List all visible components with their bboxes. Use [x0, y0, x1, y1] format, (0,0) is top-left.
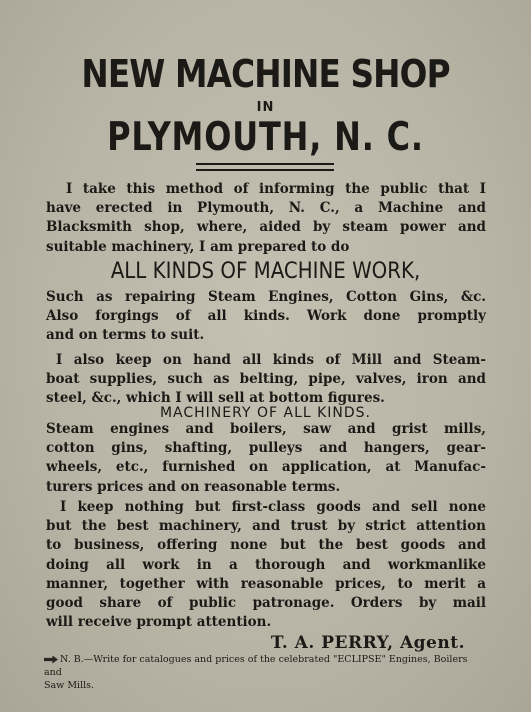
text-line: but the best machinery, and trust by strict attention — [46, 518, 486, 535]
pointing-hand-icon — [44, 656, 58, 664]
intro-paragraph — [46, 180, 486, 257]
page-title: NEW MACHINE SHOP — [81, 52, 450, 96]
supplies-paragraph — [46, 351, 486, 409]
footnote-line: Saw Mills. — [44, 680, 95, 691]
place-heading: PLYMOUTH, N. C. — [107, 115, 424, 160]
signature: T. A. PERRY, Agent. — [270, 633, 465, 653]
text-line: turers prices and on reasonable terms. — [46, 478, 341, 495]
text-line: good share of public patronage. Orders by mail — [46, 595, 486, 612]
services-paragraph — [46, 288, 486, 346]
machinery-banner: MACHINERY OF ALL KINDS. — [159, 405, 372, 421]
footnote — [44, 653, 484, 692]
text-line: manner, together with reasonable prices, to merit a — [46, 575, 486, 592]
text-line: boat supplies, such as belting, pipe, valves, iron and — [46, 371, 486, 388]
machine-work-banner: ALL KINDS OF MACHINE WORK, — [110, 259, 421, 284]
text-line: to business, offering none but the best goods and — [46, 537, 486, 554]
text-line: Also forgings of all kinds. Work done promptly — [46, 308, 486, 325]
text-line: Blacksmith shop, where, aided by steam power and — [46, 219, 486, 236]
text-line: I take this method of informing the public that I — [66, 181, 486, 197]
text-line: I also keep on hand all kinds of Mill and Steam- — [56, 352, 486, 368]
footnote-text: N. B.—Write for catalogues and prices of the celebrated "ECLIPSE" Engines, Boilers and — [44, 654, 468, 678]
text-line: steel, &c., which I will sell at bottom figures. — [46, 390, 385, 407]
text-line: and on terms to suit. — [46, 327, 205, 344]
guarantee-paragraph — [46, 498, 486, 632]
text-line: will receive prompt attention. — [46, 614, 272, 631]
text-line: suitable machinery, I am prepared to do — [46, 238, 350, 255]
footnote-line — [44, 653, 484, 679]
text-line: Steam engines and boilers, saw and grist mills, — [46, 421, 486, 437]
text-line: cotton gins, shafting, pulleys and hangers, gear- — [46, 440, 486, 457]
text-line: Such as repairing Steam Engines, Cotton Gins, &c. — [46, 289, 486, 305]
text-line: doing all work in a thorough and workmanlike — [46, 556, 486, 573]
machinery-paragraph — [46, 420, 486, 497]
text-line: wheels, etc., furnished on application, at Manufac- — [46, 459, 486, 476]
title-in: IN — [256, 100, 275, 115]
divider-rule — [196, 163, 334, 171]
text-line: have erected in Plymouth, N. C., a Machine and — [46, 200, 486, 217]
text-line: I keep nothing but first-class goods and sell none — [60, 499, 486, 515]
